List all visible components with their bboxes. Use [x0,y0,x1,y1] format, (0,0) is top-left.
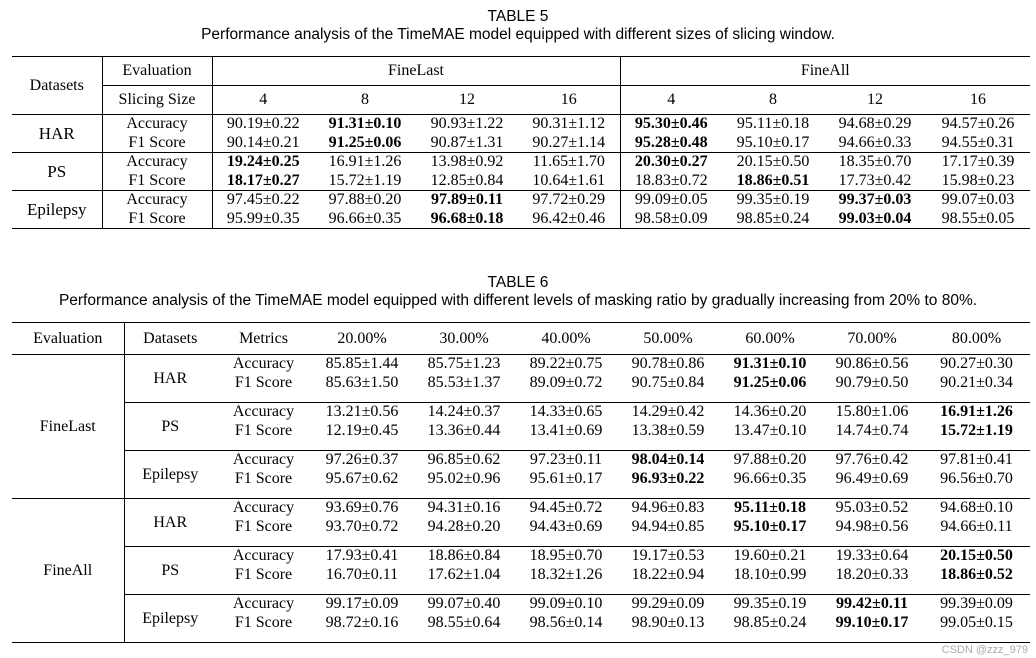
table-row [12,355,1030,374]
spacer-cell [216,393,311,403]
metric-cell: F1 Score [102,134,212,153]
spacer-cell [413,633,515,643]
watermark: CSDN @zzz_979 [941,644,1028,656]
value-cell: 19.17±0.53 [617,547,719,566]
table-row [12,499,1030,518]
value-cell: 85.85±1.44 [325,355,399,373]
table6-header-row [12,323,1030,355]
spacer-cell [515,633,617,643]
value-cell: 85.53±1.37 [427,374,501,391]
evaluation-cell: FineLast [39,417,96,435]
value-cell: 96.49±0.69 [835,470,909,487]
value-cell: 17.73±0.42 [838,171,912,189]
value-cell: 16.91±1.26 [923,403,1030,422]
value-cell: 98.85±0.24 [736,209,810,227]
slicing-size-finelast: 4 [212,86,314,115]
value-cell: 95.11±0.18 [736,115,810,133]
spacer-cell [821,393,923,403]
value-cell: 97.88±0.20 [314,191,416,210]
dataset-cell: PS [12,153,102,191]
value-cell: 98.90±0.13 [631,614,705,631]
value-cell: 96.66±0.35 [733,470,807,487]
value-cell: 90.78±0.86 [631,355,705,373]
spacer-cell [719,537,821,547]
value-cell: 94.94±0.85 [631,518,705,535]
dataset-cell: PS [124,547,216,595]
value-cell: 90.79±0.50 [835,374,909,391]
spacer-cell [923,633,1030,643]
value-cell: 13.21±0.56 [311,403,413,422]
spacer-cell [923,441,1030,451]
spacer-cell [719,393,821,403]
spacer-cell [311,537,413,547]
value-cell: 94.68±0.29 [838,115,912,133]
value-cell: 95.99±0.35 [212,210,314,229]
value-cell: 93.69±0.76 [311,499,413,518]
value-cell: 99.03±0.04 [838,209,912,227]
value-cell: 94.98±0.56 [835,518,909,535]
dataset-cell: HAR [38,123,75,143]
spacer-cell [216,537,311,547]
spacer-cell [216,633,311,643]
value-cell: 90.14±0.21 [212,134,314,153]
ratio-header: 30.00% [413,323,515,355]
value-cell: 95.28±0.48 [620,134,722,153]
metric-cell: Accuracy [216,547,311,566]
spacer-cell [923,537,1030,547]
value-cell: 15.72±1.19 [328,171,402,189]
value-cell: 14.24±0.37 [413,403,515,422]
metric-cell: Accuracy [216,403,311,422]
metric-cell: Accuracy [102,191,212,210]
value-cell: 91.31±0.10 [733,355,807,373]
value-cell: 95.30±0.46 [620,115,722,134]
value-cell: 98.55±0.05 [941,209,1015,227]
table-row [12,210,1030,229]
value-cell: 16.91±1.26 [314,153,416,172]
value-cell: 94.31±0.16 [413,499,515,518]
slicing-size-fineall: 16 [926,86,1030,115]
spacer-cell [719,633,821,643]
ratio-header: 50.00% [617,323,719,355]
value-cell: 12.85±0.84 [430,171,504,189]
evaluation-header: Evaluation [12,323,124,355]
metric-cell: F1 Score [234,422,293,439]
spacer-cell [216,585,311,595]
spacer-cell [515,585,617,595]
value-cell: 94.66±0.11 [940,518,1013,535]
spacer-cell [821,489,923,499]
value-cell: 99.39±0.09 [923,595,1030,614]
value-cell: 89.09±0.72 [529,374,603,391]
value-cell: 98.58±0.09 [620,210,722,229]
spacer-cell [617,585,719,595]
table5 [12,56,1030,229]
table-row [12,547,1030,566]
spacer-cell [617,393,719,403]
value-cell: 17.62±1.04 [427,566,501,583]
value-cell: 18.35±0.70 [824,153,926,172]
value-cell: 18.86±0.84 [413,547,515,566]
spacer-cell [923,585,1030,595]
value-cell: 97.45±0.22 [212,191,314,210]
value-cell: 91.25±0.06 [328,133,402,151]
table-row [12,172,1030,191]
table-row [12,153,1030,172]
ratio-header: 60.00% [719,323,821,355]
value-cell: 99.09±0.10 [515,595,617,614]
value-cell: 15.80±1.06 [821,403,923,422]
slicing-size-finelast: 12 [416,86,518,115]
metric-cell: Accuracy [216,595,311,614]
value-cell: 18.17±0.27 [212,172,314,191]
table5-body [12,57,1030,229]
value-cell: 18.95±0.70 [515,547,617,566]
table-row [12,595,1030,614]
value-cell: 90.21±0.34 [940,374,1013,391]
metric-cell: Accuracy [102,115,212,134]
ratio-header: 70.00% [821,323,923,355]
value-cell: 94.68±0.10 [923,499,1030,518]
spacer-cell [719,489,821,499]
value-cell: 14.33±0.65 [515,403,617,422]
spacer-cell [821,537,923,547]
value-cell: 18.83±0.72 [620,172,722,191]
metric-cell: F1 Score [102,210,212,229]
spacer-cell [413,393,515,403]
value-cell: 99.35±0.19 [722,191,824,210]
value-cell: 20.15±0.50 [923,547,1030,566]
dataset-cell: HAR [124,355,216,403]
value-cell: 85.63±1.50 [325,374,399,391]
metric-cell: F1 Score [102,172,212,191]
value-cell: 99.37±0.03 [824,191,926,210]
value-cell: 13.38±0.59 [631,422,705,439]
value-cell: 18.22±0.94 [631,566,705,583]
value-cell: 90.19±0.22 [212,115,314,134]
value-cell: 18.10±0.99 [733,566,807,583]
value-cell: 11.65±1.70 [518,153,620,172]
evaluation-header: Evaluation [102,57,212,86]
value-cell: 99.07±0.40 [413,595,515,614]
table-row [12,403,1030,422]
value-cell: 98.55±0.64 [427,614,501,631]
value-cell: 18.20±0.33 [835,566,909,583]
value-cell: 19.33±0.64 [821,547,923,566]
value-cell: 98.04±0.14 [617,451,719,470]
value-cell: 94.28±0.20 [427,518,501,535]
dataset-cell: Epilepsy [124,451,216,499]
value-cell: 97.72±0.29 [518,191,620,210]
value-cell: 13.36±0.44 [427,422,501,439]
table5-size-row [12,86,1030,115]
datasets-header: Datasets [12,57,102,115]
value-cell: 19.24±0.25 [212,153,314,172]
table5-caption: Performance analysis of the TimeMAE model equipped with different sizes of slicing window. [201,26,835,43]
value-cell: 18.32±1.26 [529,566,603,583]
spacer-cell [311,585,413,595]
value-cell: 15.72±1.19 [940,422,1013,439]
spacer-cell [311,633,413,643]
value-cell: 96.42±0.46 [532,209,606,227]
value-cell: 95.11±0.18 [719,499,821,518]
spacer-cell [413,585,515,595]
value-cell: 97.89±0.11 [416,191,518,210]
spacer-cell [311,441,413,451]
value-cell: 90.27±0.30 [940,355,1013,373]
value-cell: 99.05±0.15 [940,614,1013,631]
value-cell: 97.76±0.42 [821,451,923,470]
spacer-cell [413,441,515,451]
spacer-cell [617,633,719,643]
value-cell: 98.56±0.14 [529,614,603,631]
value-cell: 15.98±0.23 [941,171,1015,189]
value-cell: 94.55±0.31 [941,133,1015,151]
value-cell: 13.41±0.69 [529,422,603,439]
value-cell: 99.17±0.09 [311,595,413,614]
value-cell: 20.15±0.50 [722,153,824,172]
value-cell: 13.98±0.92 [416,153,518,172]
value-cell: 96.85±0.62 [413,451,515,470]
value-cell: 90.27±1.14 [532,133,606,151]
value-cell: 91.25±0.06 [733,374,807,391]
value-cell: 90.93±1.22 [430,115,504,133]
metric-cell: F1 Score [234,614,293,631]
value-cell: 14.74±0.74 [835,422,909,439]
value-cell: 16.70±0.11 [325,566,399,583]
value-cell: 95.10±0.17 [733,518,807,535]
value-cell: 10.64±1.61 [532,171,606,189]
slicing-size-finelast: 8 [314,86,416,115]
spacer-cell [821,441,923,451]
value-cell: 96.56±0.70 [940,470,1013,487]
value-cell: 95.67±0.62 [325,470,399,487]
evaluation-cell: FineAll [12,499,124,643]
metric-cell: Accuracy [216,499,311,518]
table6 [12,322,1030,643]
slicing-size-finelast: 16 [518,86,620,115]
value-cell: 96.93±0.22 [631,470,705,487]
spacer-cell [617,441,719,451]
table-row [12,191,1030,210]
value-cell: 95.61±0.17 [529,470,603,487]
spacer-cell [515,441,617,451]
spacer-cell [923,393,1030,403]
value-cell: 94.43±0.69 [529,518,603,535]
metric-cell: F1 Score [234,374,293,391]
spacer-cell [617,489,719,499]
value-cell: 99.35±0.19 [719,595,821,614]
value-cell: 99.42±0.11 [821,595,923,614]
spacer-cell [515,537,617,547]
metric-cell: F1 Score [234,518,293,535]
value-cell: 98.72±0.16 [325,614,399,631]
ratio-header: 40.00% [515,323,617,355]
dataset-cell: Epilepsy [12,191,102,229]
value-cell: 97.23±0.11 [515,451,617,470]
value-cell: 20.30±0.27 [620,153,722,172]
table-row [12,134,1030,153]
metric-cell: Accuracy [102,153,212,172]
metric-cell: F1 Score [234,470,293,487]
value-cell: 19.60±0.21 [719,547,821,566]
table6-label: TABLE 6 [487,274,549,291]
value-cell: 99.07±0.03 [926,191,1030,210]
spacer-cell [311,393,413,403]
slicing-size-fineall: 8 [722,86,824,115]
spacer-cell [821,633,923,643]
value-cell: 14.29±0.42 [617,403,719,422]
fineall-header: FineAll [620,57,1030,86]
value-cell: 94.45±0.72 [515,499,617,518]
value-cell: 13.47±0.10 [733,422,807,439]
datasets-header: Datasets [124,323,216,355]
spacer-cell [216,441,311,451]
value-cell: 93.70±0.72 [325,518,399,535]
table5-label: TABLE 5 [487,8,549,25]
metric-cell: F1 Score [234,566,293,583]
spacer-cell [923,489,1030,499]
value-cell: 97.81±0.41 [923,451,1030,470]
table6-body [12,323,1030,643]
value-cell: 97.26±0.37 [311,451,413,470]
value-cell: 90.86±0.56 [835,355,909,373]
slicing-size-fineall: 4 [620,86,722,115]
value-cell: 95.10±0.17 [736,133,810,151]
table-row [12,451,1030,470]
value-cell: 17.17±0.39 [926,153,1030,172]
value-cell: 91.31±0.10 [328,115,402,133]
value-cell: 90.87±1.31 [430,133,504,151]
value-cell: 94.96±0.83 [617,499,719,518]
finelast-header: FineLast [212,57,620,86]
ratio-header: 80.00% [923,323,1030,355]
spacer-cell [413,537,515,547]
value-cell: 99.29±0.09 [617,595,719,614]
spacer-cell [821,585,923,595]
value-cell: 18.86±0.51 [736,171,810,189]
slicing-size-fineall: 12 [824,86,926,115]
value-cell: 17.93±0.41 [311,547,413,566]
spacer-cell [413,489,515,499]
value-cell: 90.75±0.84 [631,374,705,391]
value-cell: 18.86±0.52 [940,566,1013,583]
dataset-cell: HAR [124,499,216,547]
value-cell: 94.57±0.26 [941,115,1015,133]
table5-header-row [12,57,1030,86]
table-row [12,115,1030,134]
value-cell: 12.19±0.45 [325,422,399,439]
value-cell: 85.75±1.23 [427,355,501,373]
slicing-size-header: Slicing Size [102,86,212,115]
dataset-cell: PS [124,403,216,451]
spacer-cell [515,489,617,499]
ratio-header: 20.00% [311,323,413,355]
spacer-cell [515,393,617,403]
value-cell: 96.68±0.18 [430,209,504,227]
spacer-cell [617,537,719,547]
value-cell: 97.88±0.20 [719,451,821,470]
metrics-header: Metrics [216,323,311,355]
value-cell: 95.02±0.96 [427,470,501,487]
metric-cell: Accuracy [216,451,311,470]
table6-caption: Performance analysis of the TimeMAE model equipped with different levels of masking ratio by gradually increasing from 20% to 80%. [58,292,978,309]
value-cell: 94.66±0.33 [838,133,912,151]
metric-cell: Accuracy [232,355,295,373]
value-cell: 99.10±0.17 [835,614,909,631]
dataset-cell: Epilepsy [124,595,216,643]
spacer-cell [216,489,311,499]
value-cell: 90.31±1.12 [532,115,606,133]
spacer-cell [719,441,821,451]
value-cell: 96.66±0.35 [328,209,402,227]
value-cell: 95.03±0.52 [821,499,923,518]
spacer-cell [719,585,821,595]
value-cell: 89.22±0.75 [529,355,603,373]
value-cell: 14.36±0.20 [719,403,821,422]
spacer-cell [311,489,413,499]
value-cell: 98.85±0.24 [733,614,807,631]
value-cell: 99.09±0.05 [620,191,722,210]
